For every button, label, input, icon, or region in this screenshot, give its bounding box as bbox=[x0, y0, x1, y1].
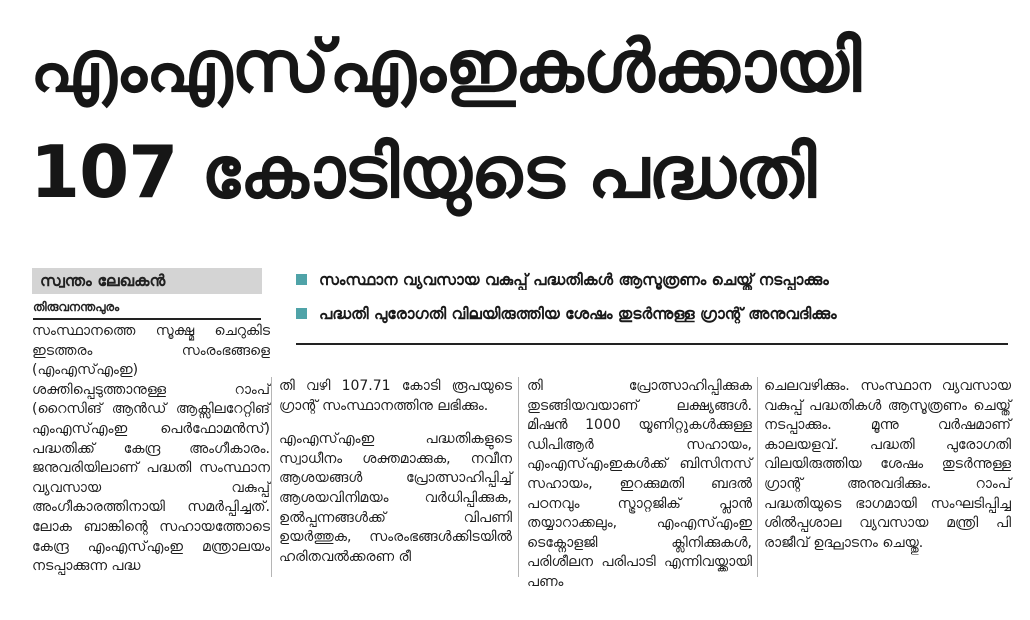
article-column-3 bbox=[527, 377, 752, 593]
highlight-text: പദ്ധതി പുരോഗതി വിലയിരുത്തിയ ശേഷം തുടർന്നുള്ള ഗ്രാന്റ് അനുവദിക്കും bbox=[319, 305, 837, 323]
paragraph: തി വഴി 107.71 കോടി രൂപയുടെ ഗ്രാന്റ് സംസ്ഥാനത്തിനു ലഭിക്കും. bbox=[279, 378, 512, 414]
article-column-2 bbox=[279, 377, 512, 567]
byline-divider bbox=[33, 318, 261, 320]
byline: സ്വന്തം ലേഖകൻ bbox=[32, 268, 262, 294]
article-column-1 bbox=[32, 322, 270, 577]
column-divider bbox=[518, 377, 519, 577]
paragraph: എംഎസ്എംഇ പദ്ധതികളുടെ സ്വാധീനം ശക്തമാക്കുക, നവീന ആശയങ്ങൾ പ്രോത്സാഹിപ്പിച്ച് ആശയവിനിമയം വർധിപ്പിക്കുക, ഉൽപ്പന്നങ്ങൾക്ക് വിപണി ഉയർത്തുക, സംരംഭങ്ങൾക്കിടയിൽ ഹരിതവൽക്കരണ രീ bbox=[279, 431, 512, 565]
paragraph: സംസ്ഥാനത്തെ സൂക്ഷ്മ ചെറുകിട ഇടത്തരം സംരംഭങ്ങളെ (എംഎസ്എംഇ) ശക്തിപ്പെടുത്താനുള്ള റാംപ് (റൈസിങ് ആൻഡ് ആക്സിലറേറ്റിങ് എംഎസ്എംഇ പെർഫോമൻസ്) പദ്ധതിക്ക് കേന്ദ്ര അംഗീകാരം. ജനുവരിയിലാണ് പദ്ധതി സംസ്ഥാന വ്യവസായ വകുപ്പ് അംഗീകാരത്തിനായി സമർപ്പിച്ചത്. ലോക ബാങ്കിന്റെ സഹായത്തോടെ കേന്ദ്ര എംഎസ്എംഇ മന്ത്രാലയം നടപ്പാക്കുന്ന പദ്ധ bbox=[32, 323, 270, 575]
headline-line-2: 107 കോടിയുടെ പദ്ധതി bbox=[30, 130, 816, 214]
highlight-item bbox=[296, 304, 1008, 324]
square-bullet-icon bbox=[296, 274, 307, 285]
dateline: തിരുവനന്തപുരം bbox=[33, 300, 120, 314]
paragraph: ചെലവഴിക്കും. സംസ്ഥാന വ്യവസായ വകുപ്പ് പദ്ധതികൾ ആസൂത്രണം ചെയ്ത് നടപ്പാക്കും. മൂന്നു വർഷമാണ് കാലയളവ്. പദ്ധതി പുരോഗതി വിലയിരുത്തിയ ശേഷം തുടർന്നുള്ള ഗ്രാന്റ് അനുവദിക്കും. റാംപ് പദ്ധതിയുടെ ഭാഗമായി സംഘടിപ്പിച്ച ശിൽപ്പശാല വ്യവസായ മന്ത്രി പി രാജീവ് ഉദ്ഘാടനം ചെയ്തു. bbox=[764, 378, 1011, 551]
highlight-text: സംസ്ഥാന വ്യവസായ വകുപ്പ് പദ്ധതികൾ ആസൂത്രണം ചെയ്ത് നടപ്പാക്കും bbox=[319, 271, 829, 289]
column-divider bbox=[757, 377, 758, 577]
highlight-item bbox=[296, 270, 1008, 290]
headline-line-1: എംഎസ്എംഇകൾക്കായി bbox=[30, 24, 861, 108]
column-divider bbox=[271, 377, 272, 577]
article-column-4 bbox=[764, 377, 1011, 553]
square-bullet-icon bbox=[296, 308, 307, 319]
highlights-divider bbox=[296, 343, 1008, 345]
paragraph: തി പ്രോത്സാഹിപ്പിക്കുക തുടങ്ങിയവയാണ് ലക്ഷ്യങ്ങൾ. മിഷൻ 1000 യൂണിറ്റുകൾക്കുള്ള ഡിപിആർ സഹായം, എംഎസ്എംഇകൾക്ക് ബിസിനസ് സഹായം, ഇറക്കുമതി ബദൽ പഠനവും സ്ട്രാറ്റജിക് പ്ലാൻ തയ്യാറാക്കലും, എംഎസ്എംഇ ടെക്നോളജി ക്ലിനിക്കുകൾ, പരിശീലന പരിപാടി എന്നിവയ്ക്കായി പണം bbox=[527, 378, 752, 590]
